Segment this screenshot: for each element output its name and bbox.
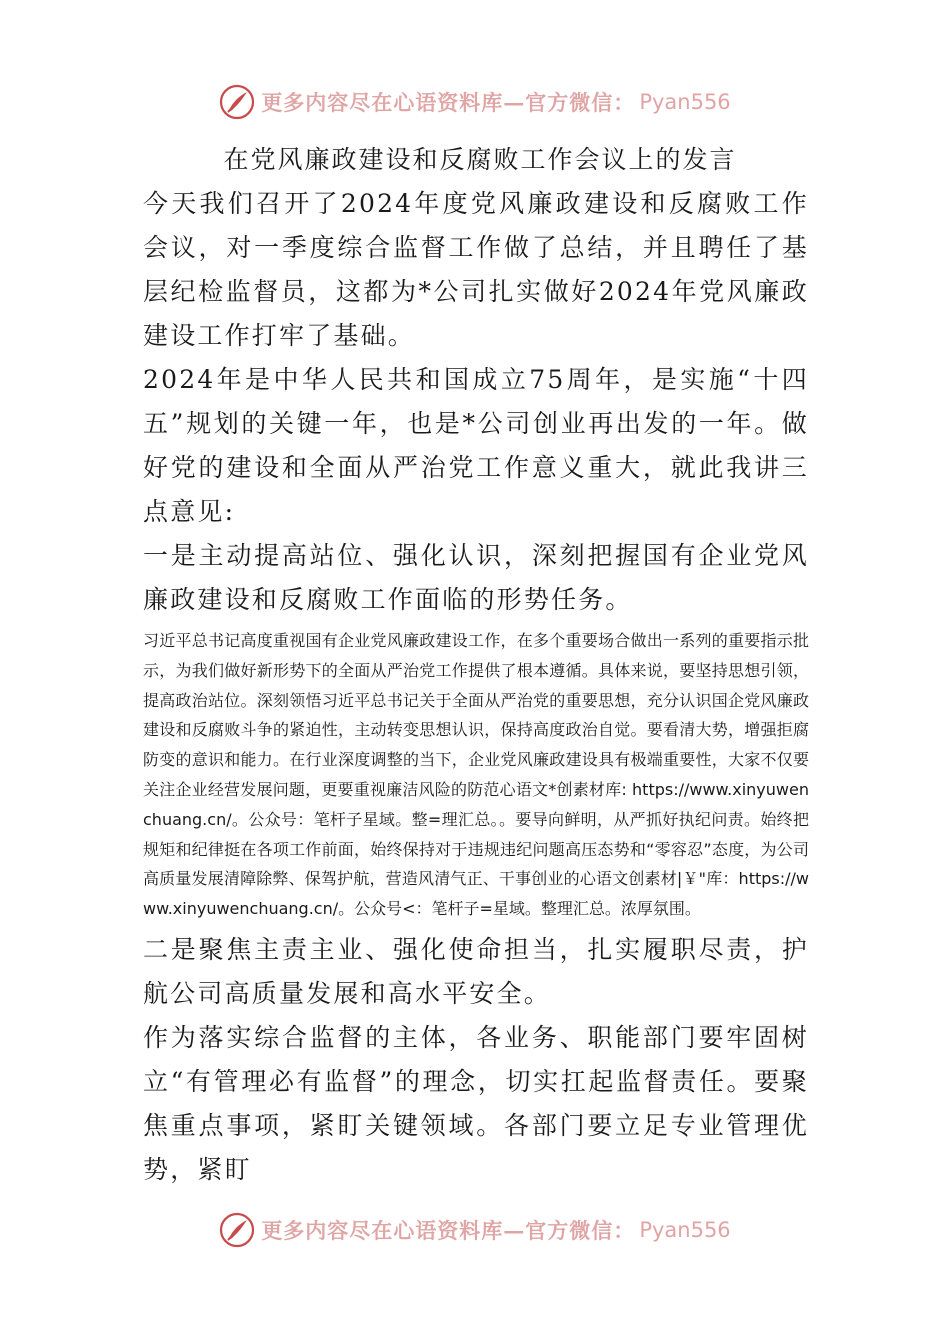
paragraph-point-one-detail: 习近平总书记高度重视国有企业党风廉政建设工作，在多个重要场合做出一系列的重要指示批示，为我们做好新形势下的全面从严治党工作提供了根本遵循。具体来说，要坚持思想引领，提高政治站位。深刻领悟习近平总书记关于全面从严治党的重要思想，充分认识国企党风廉政建设和反腐败斗争的紧迫性，主动转变思想认识，保持高度政治自觉。要看清大势，增强拒腐防变的意识和能力。在行业深度调整的当下，企业党风廉政建设具有极端重要性，大家不仅要关注企业经营发展问题，更要重视廉洁风险的防范心语文*创素材库: https://www.xinyuwenchuang.cn/。公众号：笔杆子星域。整=理汇总。。要导向鲜明，从严抓好执纪问责。始终把规矩和纪律挺在各项工作前面，始终保持对于违规违纪问题高压态势和“零容忍”态度，为公司高质量发展清障除弊、保驾护航，营造风清气正、干事创业的心语文创素材|￥"库：https://www.xinyuwenchuang.cn/。公众号<：笔杆子=星域。整理汇总。浓厚氛围。 xyxy=(143,631,809,919)
watermark-banner-top xyxy=(0,82,950,122)
watermark-text: 更多内容尽在心语资料库—官方微信： xyxy=(261,1218,636,1243)
watermark-text: 更多内容尽在心语资料库—官方微信： xyxy=(261,90,636,115)
document-title: 在党风廉政建设和反腐败工作会议上的发言 xyxy=(223,145,737,174)
paragraph-point-one-heading: 一是主动提高站位、强化认识，深刻把握国有企业党风廉政建设和反腐败工作面临的形势任务。 xyxy=(143,541,809,614)
paragraph-point-two-heading: 二是聚焦主责主业、强化使命担当，扎实履职尽责，护航公司高质量发展和高水平安全。 xyxy=(143,934,809,1008)
quill-logo-icon xyxy=(219,84,255,120)
watermark-wechat-id: Pyan556 xyxy=(639,1218,731,1242)
document-body xyxy=(143,182,809,1192)
quill-logo-icon xyxy=(219,1212,255,1248)
paragraph-point-two-detail: 作为落实综合监督的主体，各业务、职能部门要牢固树立“有管理必有监督”的理念，切实扛起监督责任。要聚焦重点事项，紧盯关键领域。各部门要立足专业管理优势，紧盯 xyxy=(143,1022,809,1184)
paragraph-opening: 今天我们召开了2024年度党风廉政建设和反腐败工作会议，对一季度综合监督工作做了总结，并且聘任了基层纪检监督员，这都为*公司扎实做好2024年党风廉政建设工作打牢了基础。 xyxy=(143,189,809,350)
watermark-banner-bottom xyxy=(0,1210,950,1250)
paragraph-context: 2024年是中华人民共和国成立75周年，是实施“十四五”规划的关键一年，也是*公司创业再出发的一年。做好党的建设和全面从严治党工作意义重大，就此我讲三点意见: xyxy=(143,365,809,526)
watermark-wechat-id: Pyan556 xyxy=(639,90,731,114)
